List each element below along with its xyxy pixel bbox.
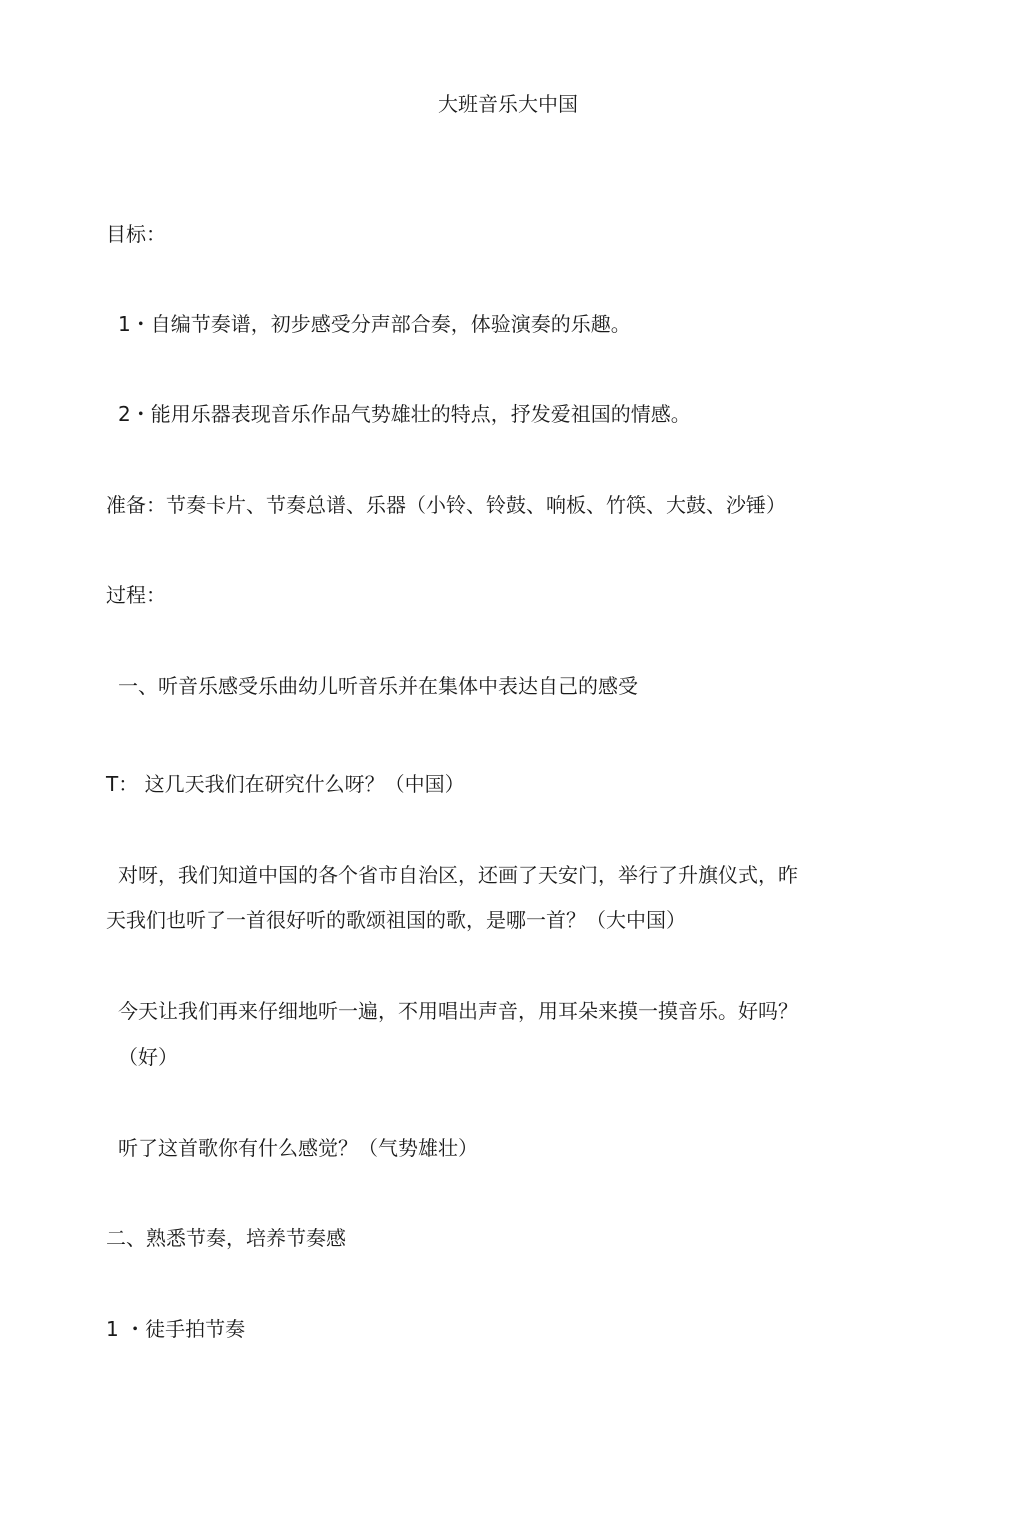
section2-title: 二、熟悉节奏，培养节奏感 [106,1226,346,1250]
paragraph-2-line-1: 今天让我们再来仔细地听一遍，不用唱出声音，用耳朵来摸一摸音乐。好吗？ [118,999,798,1023]
paragraph-1-line-2: 天我们也听了一首很好听的歌颂祖国的歌，是哪一首？（大中国） [106,908,686,932]
section1-title: 一、听音乐感受乐曲幼儿听音乐并在集体中表达自己的感受 [118,674,638,698]
page-title: 大班音乐大中国 [438,92,578,116]
teacher-question: T： 这几天我们在研究什么呀？（中国） [106,772,465,796]
process-heading: 过程： [106,583,166,607]
section2-item-1: 1 ・徒手拍节奏 [106,1317,246,1341]
goal-item-2: 2・能用乐器表现音乐作品气势雄壮的特点，抒发爱祖国的情感。 [118,402,691,426]
paragraph-2-line-2: （好） [118,1045,178,1069]
goals-heading: 目标： [106,222,166,246]
paragraph-3: 听了这首歌你有什么感觉？（气势雄壮） [118,1136,478,1160]
paragraph-1-line-1: 对呀，我们知道中国的各个省市自治区，还画了天安门，举行了升旗仪式，昨 [118,863,798,887]
goal-item-1: 1・自编节奏谱，初步感受分声部合奏，体验演奏的乐趣。 [118,312,631,336]
preparation-text: 准备：节奏卡片、节奏总谱、乐器（小铃、铃鼓、响板、竹筷、大鼓、沙锤） [106,493,786,517]
